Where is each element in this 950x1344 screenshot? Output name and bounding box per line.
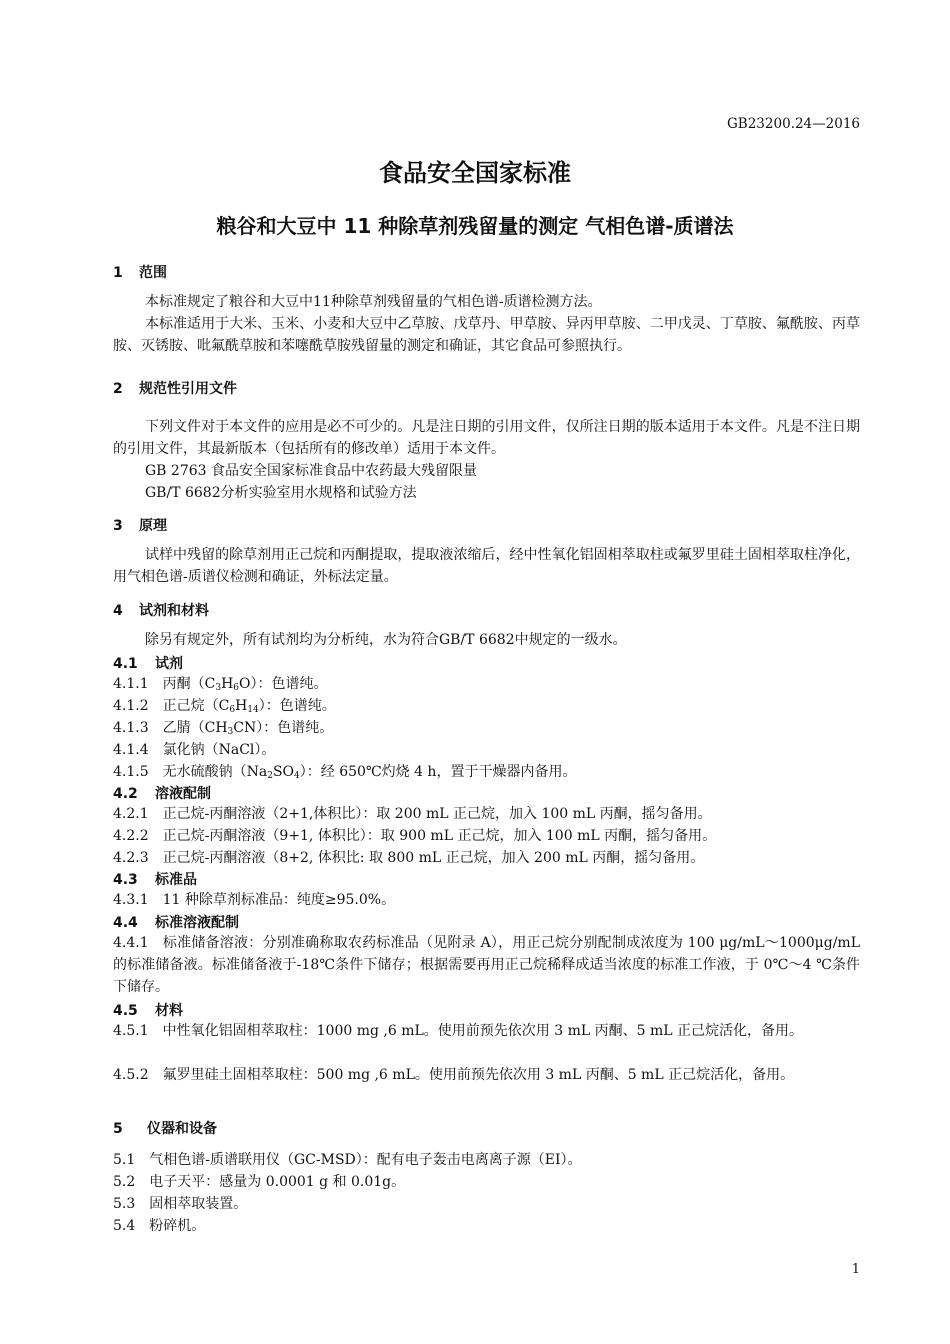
- list-item: [113, 1193, 860, 1215]
- paragraph: 除另有规定外，所有试剂均为分析纯，水为符合GB/T 6682中规定的一级水。: [145, 632, 627, 648]
- section-title: 标准品: [155, 872, 197, 888]
- item-text: 11 种除草剂标准品：纯度≥95.0%。: [162, 892, 396, 908]
- section-number: 1: [113, 265, 123, 281]
- list-item: [113, 825, 860, 847]
- section-title: 溶液配制: [155, 786, 211, 802]
- item-text: 气相色谱-质谱联用仪（GC-MSD）：配有电子轰击电离离子源（EI）。: [149, 1152, 582, 1168]
- item-number: 4.2.2: [113, 828, 149, 844]
- section-title: 试剂和材料: [139, 603, 209, 619]
- section-number: 4.3: [113, 872, 138, 888]
- item-text: ）：色谱纯。: [250, 676, 328, 692]
- subsection-4-2-heading: [113, 783, 211, 803]
- section-title: 仪器和设备: [147, 1121, 217, 1137]
- item-number: 4.3.1: [113, 892, 149, 908]
- formula-subscript: 3: [215, 683, 222, 693]
- section-title: 标准溶液配制: [155, 915, 239, 931]
- section-number: 4.1: [113, 656, 138, 672]
- item-number: 5.2: [113, 1174, 136, 1190]
- list-item: [113, 1064, 860, 1086]
- item-number: 4.1.4: [113, 742, 149, 758]
- item-text: 中性氧化铝固相萃取柱：1000 mg ,6 mL。使用前预先依次用 3 mL 丙酮、5 mL 正己烷活化，备用。: [162, 1023, 803, 1039]
- section-number: 4.5: [113, 1003, 138, 1019]
- page-number: 1: [851, 1262, 860, 1277]
- item-text: ）：色谱纯。: [256, 720, 334, 736]
- item-text: 丙酮（: [162, 676, 205, 692]
- document-subtitle: 粮谷和大豆中 11 种除草剂残留量的测定 气相色谱-质谱法: [216, 214, 734, 238]
- formula-subscript: 4: [294, 771, 300, 781]
- item-number: 5.4: [113, 1218, 136, 1234]
- formula: CN: [233, 720, 257, 736]
- item-text: 固相萃取装置。: [149, 1196, 248, 1212]
- subsection-4-4-heading: [113, 912, 239, 932]
- item-text: 氟罗里硅土固相萃取柱：500 mg ,6 mL。使用前预先依次用 3 mL 丙酮、5 mL 正己烷活化，备用。: [162, 1067, 795, 1083]
- formula-subscript: 3: [227, 727, 234, 737]
- paragraph: 本标准规定了粮谷和大豆中11种除草剂残留量的气相色谱-质谱检测方法。: [145, 294, 602, 310]
- list-item: [113, 932, 860, 998]
- list-item: [113, 803, 860, 825]
- section-title: 材料: [155, 1003, 183, 1019]
- section-4-heading: [113, 600, 209, 620]
- formula-subscript: 6: [229, 705, 236, 715]
- section-1-heading: [113, 262, 167, 282]
- section-title: 规范性引用文件: [139, 381, 237, 397]
- formula: C: [218, 698, 230, 714]
- paragraph: 本标准适用于大米、玉米、小麦和大豆中乙草胺、戊草丹、甲草胺、异丙甲草胺、二甲戊灵、丁草胺、氟酰胺、丙草胺、灭锈胺、吡氟酰草胺和苯噻酰草胺残留量的测定和确证，其它食品可参照执行。: [113, 316, 860, 354]
- item-text: 标准储备溶液：分别准确称取农药标准品（见附录 A），用正己烷分别配制成浓度为 100 μg/mL～1000μg/mL 的标准储备液。标准储备液于-18℃条件下储存；根据需要再用正己烷稀释成适当浓度的标准工作液，于 0℃～4 ℃条件下储存。: [113, 935, 860, 995]
- formula: O: [239, 676, 251, 692]
- formula: H: [221, 676, 234, 692]
- section-2-heading: [113, 378, 237, 398]
- section-title: 原理: [139, 518, 167, 534]
- reference-item: GB 2763 食品安全国家标准食品中农药最大残留限量: [145, 463, 477, 479]
- list-item: [113, 1149, 860, 1171]
- section-title: 范围: [139, 265, 167, 281]
- formula-subscript: 6: [233, 683, 240, 693]
- item-number: 4.2.3: [113, 850, 149, 866]
- list-item: [113, 761, 860, 783]
- item-number: 4.1.5: [113, 764, 149, 780]
- list-item: [113, 1020, 860, 1042]
- formula: SO: [272, 764, 295, 780]
- section-number: 4.4: [113, 915, 138, 931]
- paragraph: 下列文件对于本文件的应用是必不可少的。凡是注日期的引用文件，仅所注日期的版本适用于本文件。凡是不注日期的引用文件，其最新版本（包括所有的修改单）适用于本文件。: [113, 419, 860, 457]
- section-number: 4.2: [113, 786, 138, 802]
- section-title: 试剂: [155, 656, 183, 672]
- list-item: [113, 1215, 860, 1237]
- standard-code: GB23200.24—2016: [727, 116, 860, 132]
- item-number: 4.5.1: [113, 1023, 149, 1039]
- list-item: [113, 889, 860, 911]
- section-number: 2: [113, 381, 123, 397]
- subsection-4-3-heading: [113, 869, 197, 889]
- item-text: 氯化钠（NaCl）。: [162, 742, 276, 758]
- list-item: [113, 847, 860, 869]
- item-number: 5.3: [113, 1196, 136, 1212]
- list-item: [113, 717, 860, 739]
- item-number: 4.1.2: [113, 698, 149, 714]
- item-text: ）：色谱纯。: [258, 698, 336, 714]
- list-item: [113, 695, 860, 717]
- list-item: [113, 673, 860, 695]
- page-title: 食品安全国家标准: [379, 159, 571, 187]
- section-number: 5: [113, 1121, 123, 1137]
- subsection-4-5-heading: [113, 1000, 183, 1020]
- section-number: 3: [113, 518, 123, 534]
- list-item: [113, 739, 860, 761]
- subsection-4-1-heading: [113, 653, 183, 673]
- formula-subscript: 14: [247, 705, 259, 715]
- item-text: 乙腈（: [162, 720, 205, 736]
- item-text: 电子天平：感量为 0.0001 g 和 0.01g。: [149, 1174, 406, 1190]
- section-3-heading: [113, 515, 167, 535]
- item-text: 正己烷-丙酮溶液（9+1, 体积比）：取 900 mL 正己烷，加入 100 mL 丙酮，摇匀备用。: [162, 828, 717, 844]
- item-text: 正己烷-丙酮溶液（8+2, 体积比: 取 800 mL 正己烷，加入 200 mL 丙酮，摇匀备用。: [162, 850, 705, 866]
- item-number: 5.1: [113, 1152, 136, 1168]
- item-number: 4.4.1: [113, 935, 149, 951]
- item-text: 无水硫酸钠（: [162, 764, 247, 780]
- formula: Na: [246, 764, 268, 780]
- item-text: 粉碎机。: [149, 1218, 206, 1234]
- section-5-heading: [113, 1118, 217, 1138]
- item-number: 4.5.2: [113, 1067, 149, 1083]
- item-number: 4.1.3: [113, 720, 149, 736]
- item-text: 正己烷-丙酮溶液（2+1,体积比）：取 200 mL 正己烷，加入 100 mL 丙酮，摇匀备用。: [162, 806, 712, 822]
- formula: H: [235, 698, 248, 714]
- item-text: ）：经 650℃灼烧 4 h，置于干燥器内备用。: [299, 764, 577, 780]
- section-number: 4: [113, 603, 123, 619]
- formula: C: [204, 676, 216, 692]
- reference-item: GB/T 6682分析实验室用水规格和试验方法: [145, 485, 417, 501]
- item-number: 4.2.1: [113, 806, 149, 822]
- item-number: 4.1.1: [113, 676, 149, 692]
- item-text: 正己烷（: [162, 698, 219, 714]
- formula-subscript: 2: [267, 771, 273, 781]
- formula: CH: [204, 720, 228, 736]
- list-item: [113, 1171, 860, 1193]
- paragraph: 试样中残留的除草剂用正己烷和丙酮提取，提取液浓缩后，经中性氧化铝固相萃取柱或氟罗里硅土固相萃取柱净化，用气相色谱-质谱仪检测和确证，外标法定量。: [113, 547, 860, 585]
